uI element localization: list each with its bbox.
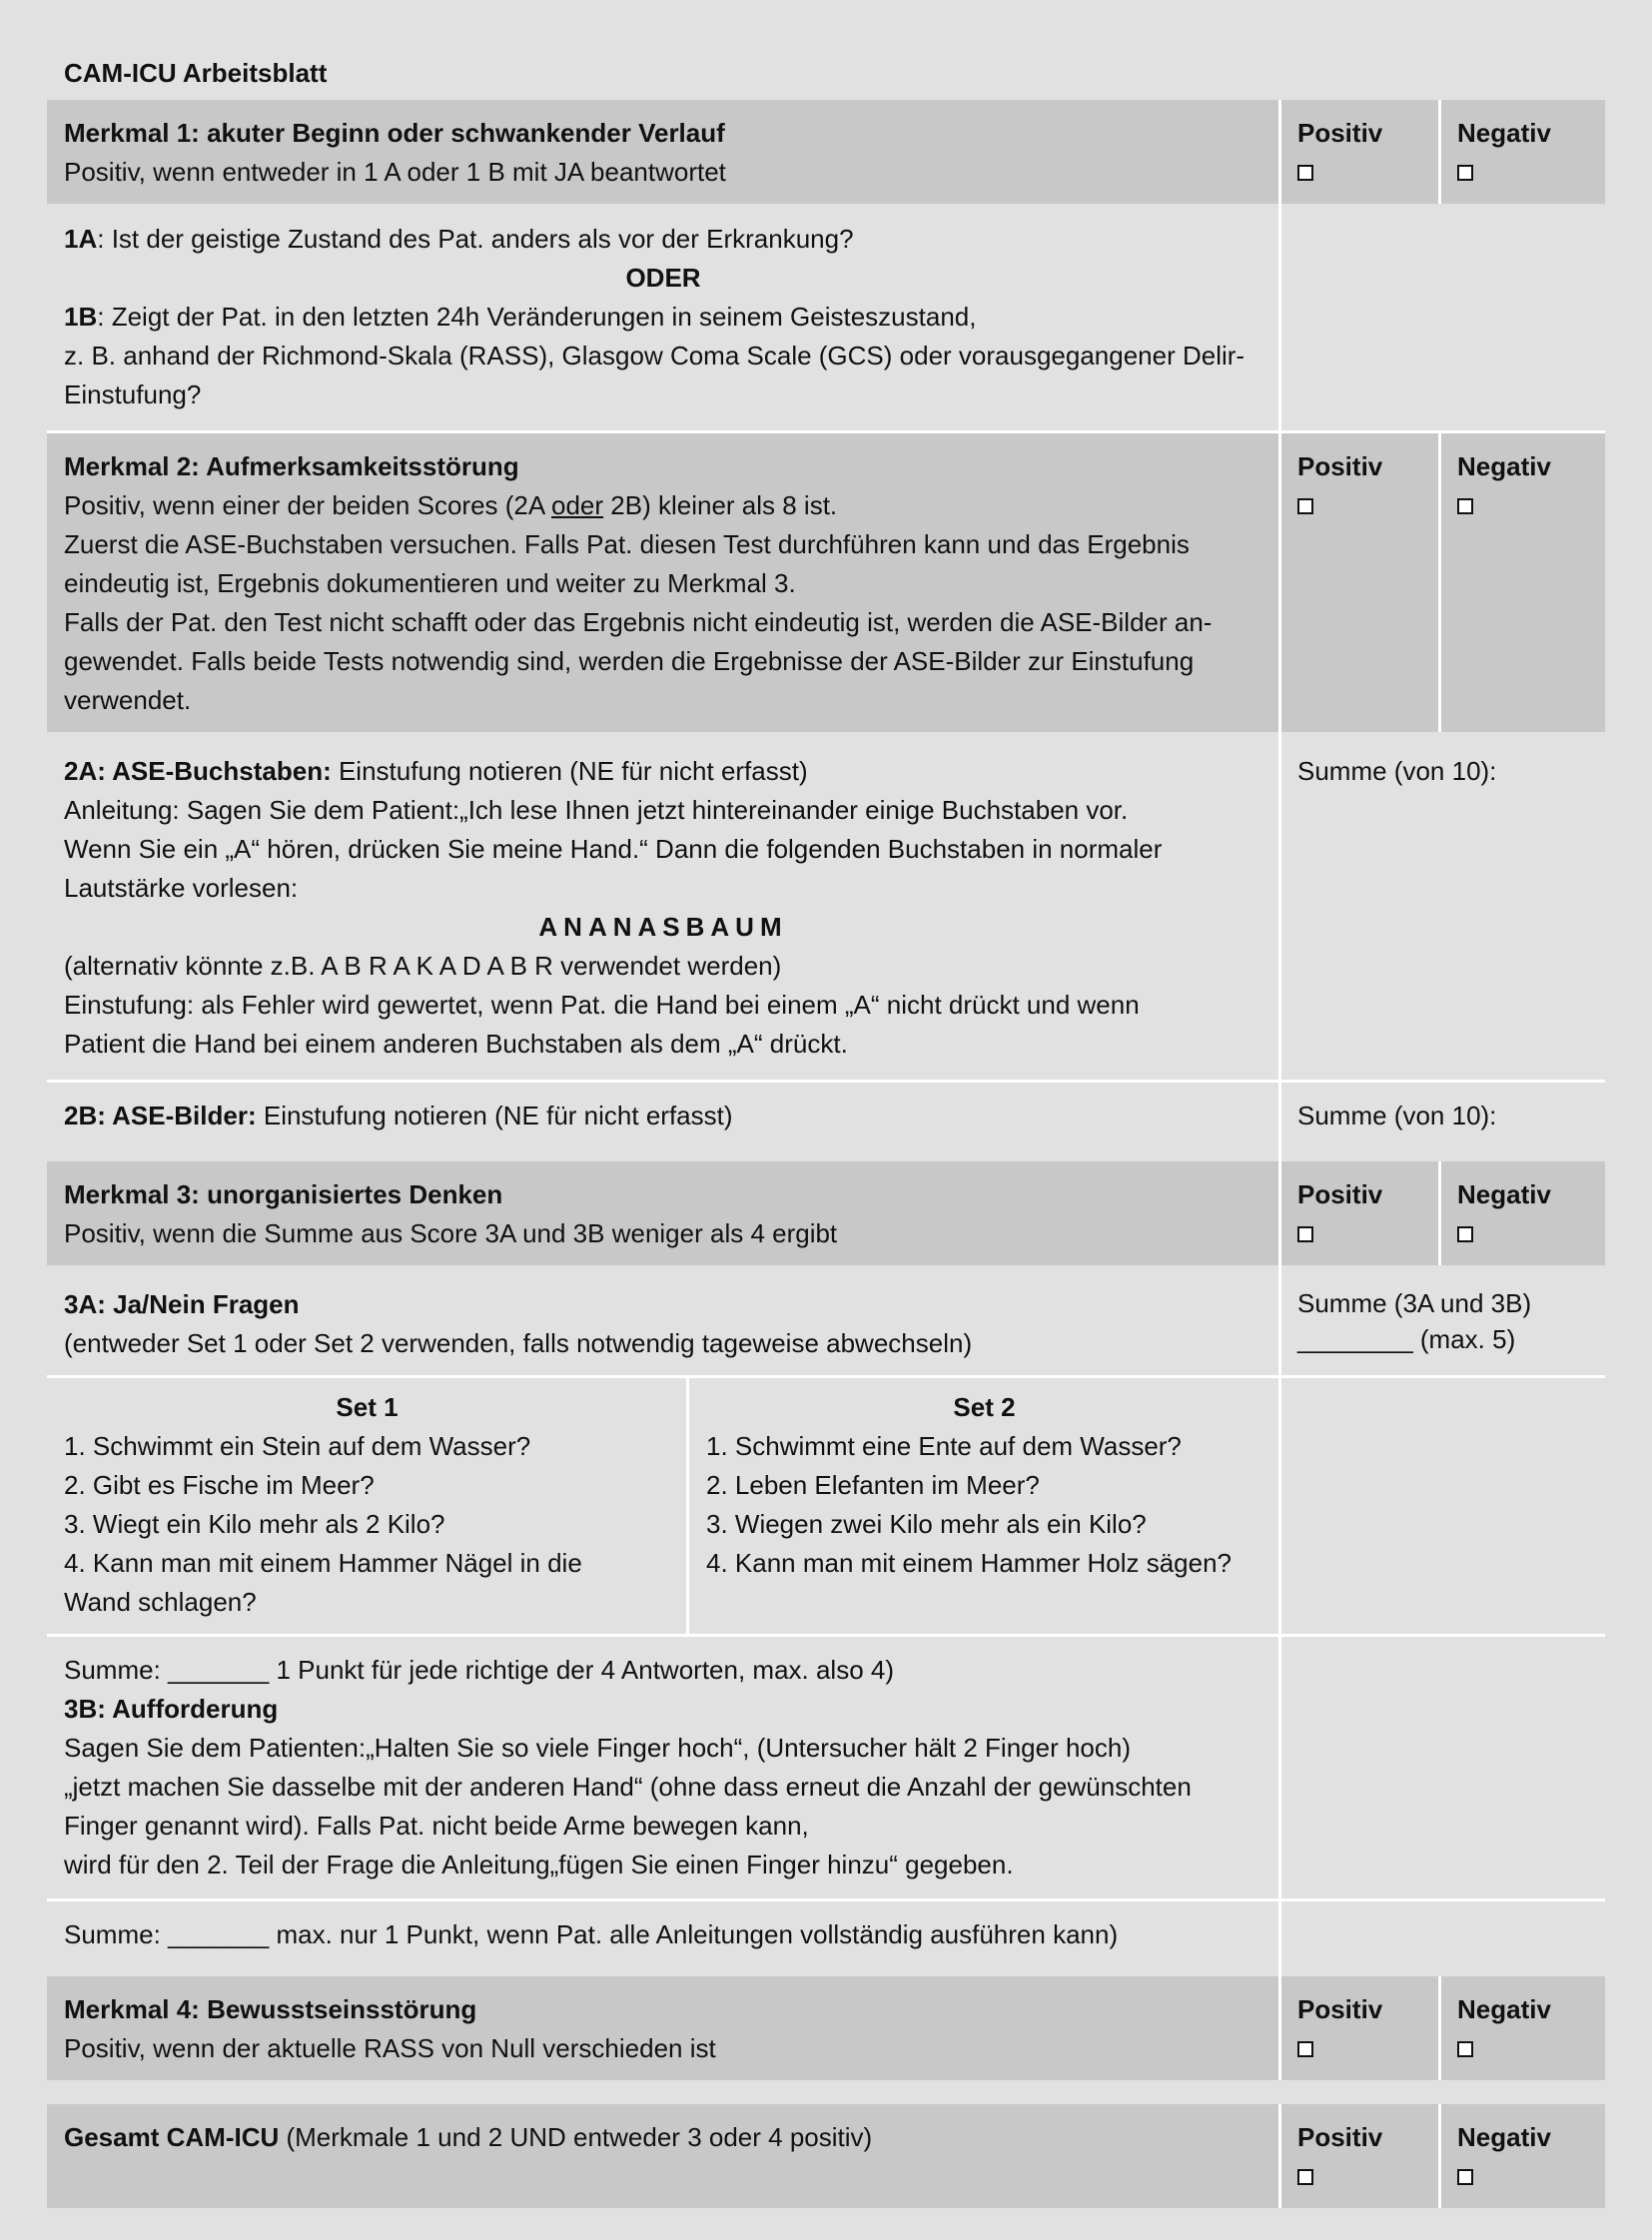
sets-side	[1278, 1378, 1605, 1634]
q2a-label-rest: Einstufung notieren (NE für nicht erfasst)	[331, 756, 808, 786]
merkmal-4-heading: Merkmal 4: Bewusstseinsstörung	[64, 1994, 477, 2024]
merkmal-3-description	[47, 1161, 1278, 1265]
q3a-desc: (entweder Set 1 oder Set 2 verwenden, falls notwendig tageweise abwechseln)	[64, 1328, 973, 1358]
checkbox-icon[interactable]	[1457, 2041, 1473, 2057]
total-positiv-cell	[1278, 2104, 1438, 2208]
merkmal-2-l4: Falls der Pat. den Test nicht schafft oder das Ergebnis nicht eindeutig ist, werden die ASE-Bilder an-	[64, 607, 1213, 637]
merkmal-4-header-row	[47, 1976, 1605, 2080]
q1b-line3: Einstufung?	[64, 379, 202, 409]
set-1-column	[47, 1378, 686, 1634]
merkmal-3-negativ-cell	[1438, 1161, 1605, 1265]
merkmal-1-header-row	[47, 100, 1605, 204]
q3b-l1: Sagen Sie dem Patienten:„Halten Sie so viele Finger hoch“, (Untersucher hält 2 Finger hoch)	[64, 1733, 1132, 1763]
question-3a-text	[47, 1265, 1278, 1375]
set-2-title: Set 2	[953, 1392, 1016, 1422]
merkmal-4-negativ-cell	[1438, 1976, 1605, 2080]
q2a-l6: (alternativ könnte z.B. A B R A K A D A B R verwendet werden)	[64, 951, 782, 981]
merkmal-1-desc: Positiv, wenn entweder in 1 A oder 1 B mit JA beantwortet	[64, 157, 726, 187]
question-2a-text	[47, 732, 1278, 1080]
question-3b-row	[47, 1637, 1605, 1898]
page-title: CAM-ICU Arbeitsblatt	[64, 58, 328, 88]
total-description	[47, 2104, 1278, 2208]
question-1-text	[47, 204, 1278, 430]
q1b-line2: z. B. anhand der Richmond-Skala (RASS), Glasgow Coma Scale (GCS) oder vorausgegangener Delir-	[64, 341, 1245, 371]
question-2b-row	[47, 1083, 1605, 1161]
q2a-word: ANANASBAUM	[538, 912, 788, 942]
q2a-l4: Lautstärke vorlesen:	[64, 873, 299, 903]
q3b-l4: wird für den 2. Teil der Frage die Anleitung„fügen Sie einen Finger hinzu“ gegeben.	[64, 1850, 1014, 1879]
merkmal-2-description	[47, 433, 1278, 732]
merkmal-4-desc: Positiv, wenn der aktuelle RASS von Null verschieden ist	[64, 2033, 716, 2063]
question-1-row	[47, 204, 1605, 430]
question-3b-sum-row	[47, 1901, 1605, 1976]
set-1-item: 1. Schwimmt ein Stein auf dem Wasser?	[64, 1431, 531, 1461]
merkmal-3-desc: Positiv, wenn die Summe aus Score 3A und 3B weniger als 4 ergibt	[64, 1218, 838, 1248]
q3a-sum-line1: Summe (3A und 3B)	[1297, 1288, 1532, 1318]
set-2-column	[686, 1378, 1278, 1634]
set-1-title: Set 1	[336, 1392, 399, 1422]
question-3b-text	[47, 1637, 1278, 1898]
q3a-label: 3A: Ja/Nein Fragen	[64, 1289, 300, 1319]
q3b-l3: Finger genannt wird). Falls Pat. nicht beide Arme bewegen kann,	[64, 1811, 809, 1841]
assessment-table	[47, 100, 1605, 2208]
positiv-label: Positiv	[1297, 118, 1383, 148]
merkmal-1-negativ-cell	[1438, 100, 1605, 204]
checkbox-icon[interactable]	[1297, 165, 1313, 181]
merkmal-3-heading: Merkmal 3: unorganisiertes Denken	[64, 1179, 503, 1209]
q2a-l2: Anleitung: Sagen Sie dem Patient:„Ich lese Ihnen jetzt hintereinander einige Buchstaben vor.	[64, 795, 1129, 825]
merkmal-3-positiv-cell	[1278, 1161, 1438, 1265]
set-2-item: 3. Wiegen zwei Kilo mehr als ein Kilo?	[706, 1509, 1147, 1539]
total-negativ-cell	[1438, 2104, 1605, 2208]
sets-table	[47, 1378, 1278, 1634]
merkmal-2-positiv-cell	[1278, 433, 1438, 732]
negativ-label: Negativ	[1457, 2122, 1551, 2152]
merkmal-1-description	[47, 100, 1278, 204]
total-label: Gesamt CAM-ICU	[64, 2122, 280, 2152]
q3b-sum-field: Summe: _______ max. nur 1 Punkt, wenn Pat. alle Anleitungen vollständig ausführen kann)	[64, 1919, 1119, 1949]
total-rest: (Merkmale 1 und 2 UND entweder 3 oder 4 positiv)	[279, 2122, 873, 2152]
merkmal-1-heading: Merkmal 1: akuter Beginn oder schwankender Verlauf	[64, 118, 725, 148]
checkbox-icon[interactable]	[1297, 2169, 1313, 2185]
set-1-item: 3. Wiegt ein Kilo mehr als 2 Kilo?	[64, 1509, 445, 1539]
question-2b-text	[47, 1083, 1278, 1161]
q1a-text: : Ist der geistige Zustand des Pat. anders als vor der Erkrankung?	[97, 224, 854, 254]
positiv-label: Positiv	[1297, 451, 1383, 481]
checkbox-icon[interactable]	[1457, 498, 1473, 514]
q2a-l3: Wenn Sie ein „A“ hören, drücken Sie meine Hand.“ Dann die folgenden Buchstaben in normaler	[64, 834, 1163, 864]
q3a-sum-cell	[1278, 1265, 1605, 1375]
merkmal-4-positiv-cell	[1278, 1976, 1438, 2080]
q2b-label-rest: Einstufung notieren (NE für nicht erfasst)	[256, 1101, 733, 1130]
q2a-sum-cell	[1278, 732, 1605, 1080]
q3a-sum-line2: ________ (max. 5)	[1297, 1324, 1516, 1354]
merkmal-2-header-row	[47, 433, 1605, 732]
checkbox-icon[interactable]	[1457, 1226, 1473, 1242]
q3b-label: 3B: Aufforderung	[64, 1694, 279, 1724]
merkmal-1-positiv-cell	[1278, 100, 1438, 204]
set-1-item: 4. Kann man mit einem Hammer Nägel in die	[64, 1548, 582, 1578]
merkmal-2-heading: Merkmal 2: Aufmerksamkeitsstörung	[64, 451, 519, 481]
merkmal-2-l3: eindeutig ist, Ergebnis dokumentieren und weiter zu Merkmal 3.	[64, 568, 796, 598]
q1b-text: : Zeigt der Pat. in den letzten 24h Veränderungen in seinem Geisteszustand,	[97, 302, 977, 332]
set-2-item: 4. Kann man mit einem Hammer Holz sägen?	[706, 1548, 1233, 1578]
total-row	[47, 2104, 1605, 2208]
q2b-sum-cell	[1278, 1083, 1605, 1161]
checkbox-icon[interactable]	[1457, 165, 1473, 181]
q3a-sum-field: Summe: _______ 1 Punkt für jede richtige der 4 Antworten, max. also 4)	[64, 1655, 895, 1685]
q1b-label: 1B	[64, 302, 98, 332]
q3b-l2: „jetzt machen Sie dasselbe mit der anderen Hand“ (ohne dass erneut die Anzahl der gewünschten	[64, 1772, 1192, 1802]
section-gap	[47, 2080, 1605, 2104]
negativ-label: Negativ	[1457, 118, 1551, 148]
q2b-label: 2B: ASE-Bilder:	[64, 1101, 257, 1130]
negativ-label: Negativ	[1457, 1179, 1551, 1209]
merkmal-2-negativ-cell	[1438, 433, 1605, 732]
merkmal-2-l6: verwendet.	[64, 685, 192, 715]
checkbox-icon[interactable]	[1297, 2041, 1313, 2057]
q2b-sum: Summe (von 10):	[1297, 1101, 1497, 1130]
oder-label: ODER	[625, 263, 701, 293]
question-2a-row	[47, 732, 1605, 1080]
q2a-l7: Einstufung: als Fehler wird gewertet, wenn Pat. die Hand bei einem „A“ nicht drückt und wenn	[64, 990, 1140, 1020]
merkmal-2-l1a: Positiv, wenn einer der beiden Scores (2A	[64, 490, 552, 520]
question-1-side	[1278, 204, 1605, 430]
checkbox-icon[interactable]	[1457, 2169, 1473, 2185]
q1a-label: 1A	[64, 224, 98, 254]
merkmal-4-description	[47, 1976, 1278, 2080]
sets-row	[47, 1378, 1605, 1634]
checkbox-icon[interactable]	[1297, 1226, 1313, 1242]
q2a-l8: Patient die Hand bei einem anderen Buchstaben als dem „A“ drückt.	[64, 1029, 848, 1059]
set-1-item: Wand schlagen?	[64, 1587, 257, 1617]
question-3b-side	[1278, 1637, 1605, 1898]
merkmal-2-l2: Zuerst die ASE-Buchstaben versuchen. Falls Pat. diesen Test durchführen kann und das Ergebnis	[64, 529, 1190, 559]
positiv-label: Positiv	[1297, 1179, 1383, 1209]
positiv-label: Positiv	[1297, 1994, 1383, 2024]
negativ-label: Negativ	[1457, 1994, 1551, 2024]
q2a-sum: Summe (von 10):	[1297, 756, 1497, 786]
merkmal-2-l5: gewendet. Falls beide Tests notwendig sind, werden die Ergebnisse der ASE-Bilder zur Einstufung	[64, 646, 1195, 676]
q3b-sum-text	[47, 1901, 1278, 1976]
set-2-item: 2. Leben Elefanten im Meer?	[706, 1470, 1040, 1500]
merkmal-2-l1b: 2B) kleiner als 8 ist.	[603, 490, 838, 520]
q2a-label: 2A: ASE-Buchstaben:	[64, 756, 332, 786]
merkmal-2-l1-underline: oder	[551, 490, 604, 520]
merkmal-3-header-row	[47, 1161, 1605, 1265]
negativ-label: Negativ	[1457, 451, 1551, 481]
q3b-sum-side	[1278, 1901, 1605, 1976]
question-3a-row	[47, 1265, 1605, 1375]
set-1-item: 2. Gibt es Fische im Meer?	[64, 1470, 375, 1500]
checkbox-icon[interactable]	[1297, 498, 1313, 514]
set-2-item: 1. Schwimmt eine Ente auf dem Wasser?	[706, 1431, 1182, 1461]
positiv-label: Positiv	[1297, 2122, 1383, 2152]
